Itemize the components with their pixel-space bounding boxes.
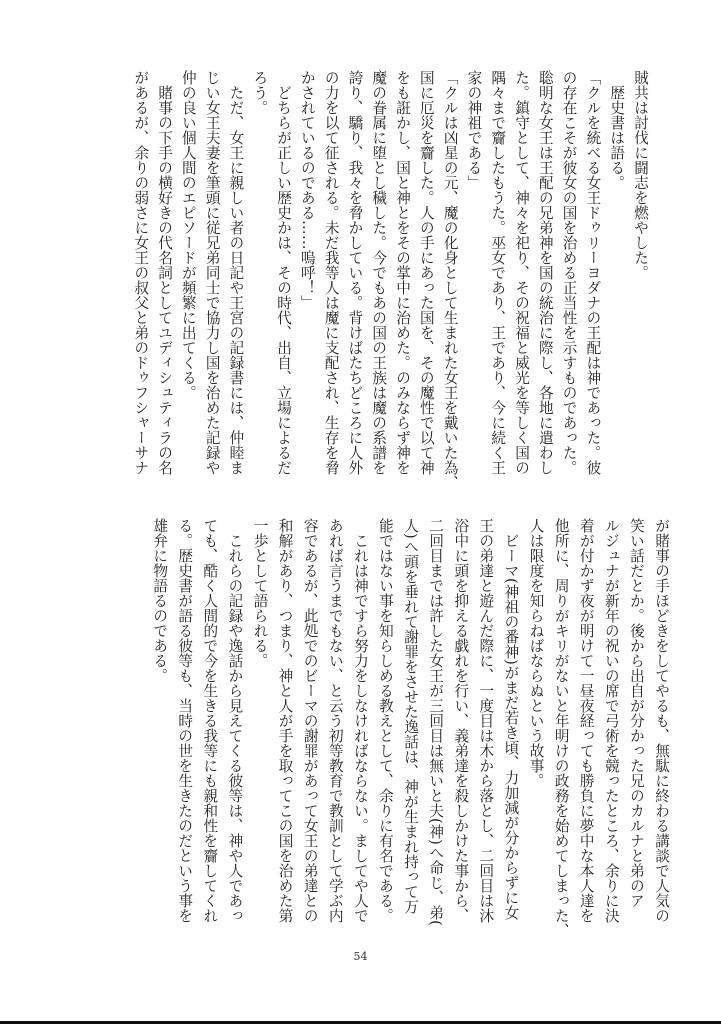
text-column: 賭事の下手の横好きの代名詞としてユディシュティラの名	[156, 70, 174, 475]
text-column: ただ、女王に親しい者の日記や王宮の記録書には、仲睦ま	[227, 70, 245, 475]
text-column: が賭事の手ほどきをしてやるも、無駄に終わる講談で人気の	[653, 518, 670, 923]
text-column: の存在こそが彼女の国を治める正当性を示すものであった。	[560, 70, 578, 475]
text-column: 魔の眷属に堕とし穢した。今でもあの国の王族は魔の系譜を	[370, 70, 388, 475]
text-column: ても、酷く人間的で今を生きる我等にも親和性を齎してくれ	[201, 518, 219, 923]
text-column: 和解があり、つまり、神と人が手を取ってこの国を治めた第	[276, 518, 294, 923]
upper-text-block	[128, 70, 652, 510]
text-column: る。歴史書が語る彼等も、当時の世を生きたのだという事を	[176, 518, 194, 923]
text-column: 国に厄災を齎した。人の手にあった国を、その魔性で以て神	[417, 70, 435, 475]
text-column: ビーマ(神祖の番神)がまだ若き頃、力加減が分からずに女	[502, 518, 520, 921]
text-column: 歴史書は語る。	[608, 70, 626, 190]
text-column: これは神ですら努力をしなければならない。ましてや人で	[351, 518, 369, 923]
text-column: 聡明な女王は王配の兄弟神を国の統治に際し、各地に遣わし	[536, 70, 554, 475]
text-column: 人)へ頭を垂れて謝罪をさせた逸話は、神が生まれ持って万	[402, 518, 420, 915]
text-column: 人は限度を知らねばならぬという故事。	[527, 518, 545, 788]
text-column: じい女王夫妻を筆頭に従兄弟同士で協力し国を治めた記録や	[203, 70, 221, 475]
text-column: 二回目までは許した女王が三回目は無いと夫(神)へ命じ、弟(	[427, 518, 445, 927]
text-column: ろう。	[251, 70, 269, 115]
text-column: 着が付かず夜が明けて一昼夜経っても勝負に夢中な本人達を	[577, 518, 595, 923]
text-column: をも誑かし、国と神とをその掌中に治めた。のみならず神を	[394, 70, 412, 475]
text-column: た。鎮守として、神々を祀り、その祝福と威光を等しく国の	[513, 70, 531, 475]
text-column: あれば言うまでもない、と云う初等教育で教訓として学ぶ内	[326, 518, 344, 923]
text-column: 賊共は討伐に闘志を燃やした。	[632, 70, 649, 280]
text-column: 王の弟達と遊んだ際に、一度目は木から落とし、二回目は沐	[477, 518, 495, 923]
text-column: ルジュナが新年の祝いの席で弓術を競ったところ、余りに決	[602, 518, 620, 923]
text-column: 他所に、周りがキリがないと年明けの政務を始めてしまった、	[552, 518, 570, 938]
text-column: 隅々まで齎したもうた。巫女であり、王であり、今に続く王	[489, 70, 507, 475]
text-column: 雄弁に物語るのである。	[151, 518, 169, 683]
text-column: 仲の良い個人間のエピソードが頻繁に出てくる。	[179, 70, 197, 400]
text-column: 笑い話だとか。後から出自が分かった兄のカルナと弟のア	[627, 518, 645, 908]
text-column: 容であるが、此処でのビーマの謝罪があって女王の弟達との	[301, 518, 319, 923]
text-column: 「クルは凶星の元、魔の化身として生まれた女王を戴いた為、	[441, 70, 459, 490]
text-column: これらの記録や逸話から見えてくる彼等は、神や人であっ	[226, 518, 244, 923]
text-column: 一歩として語られる。	[251, 518, 269, 668]
text-column: 「クルを統べる女王ドゥリーヨダナの王配は神であった。彼	[584, 70, 602, 475]
text-column: 浴中に頭を抑える戯れを行い、義弟達を殺しかけた事から、	[452, 518, 470, 923]
text-column: があるが、余りの弱さに女王の叔父と弟のドゥフシャーサナ	[132, 70, 150, 475]
text-column: かされているのである……嗚呼！」	[298, 70, 316, 310]
text-column: 能ではない事を知らしめる教えとして、余りに有名である。	[376, 518, 394, 923]
text-column: 家の神祖である」	[465, 70, 483, 190]
page-number: 54	[353, 950, 368, 963]
text-column: 誇り、驕り、我々を脅かしている。背けばたちどころに人外	[346, 70, 364, 475]
text-column: どちらが正しい歴史かは、その時代、出自、立場によるだ	[275, 70, 293, 475]
text-column: の力を以て征される。未だ我等人は魔に支配され、生存を脅	[322, 70, 340, 475]
lower-text-block	[146, 518, 673, 958]
